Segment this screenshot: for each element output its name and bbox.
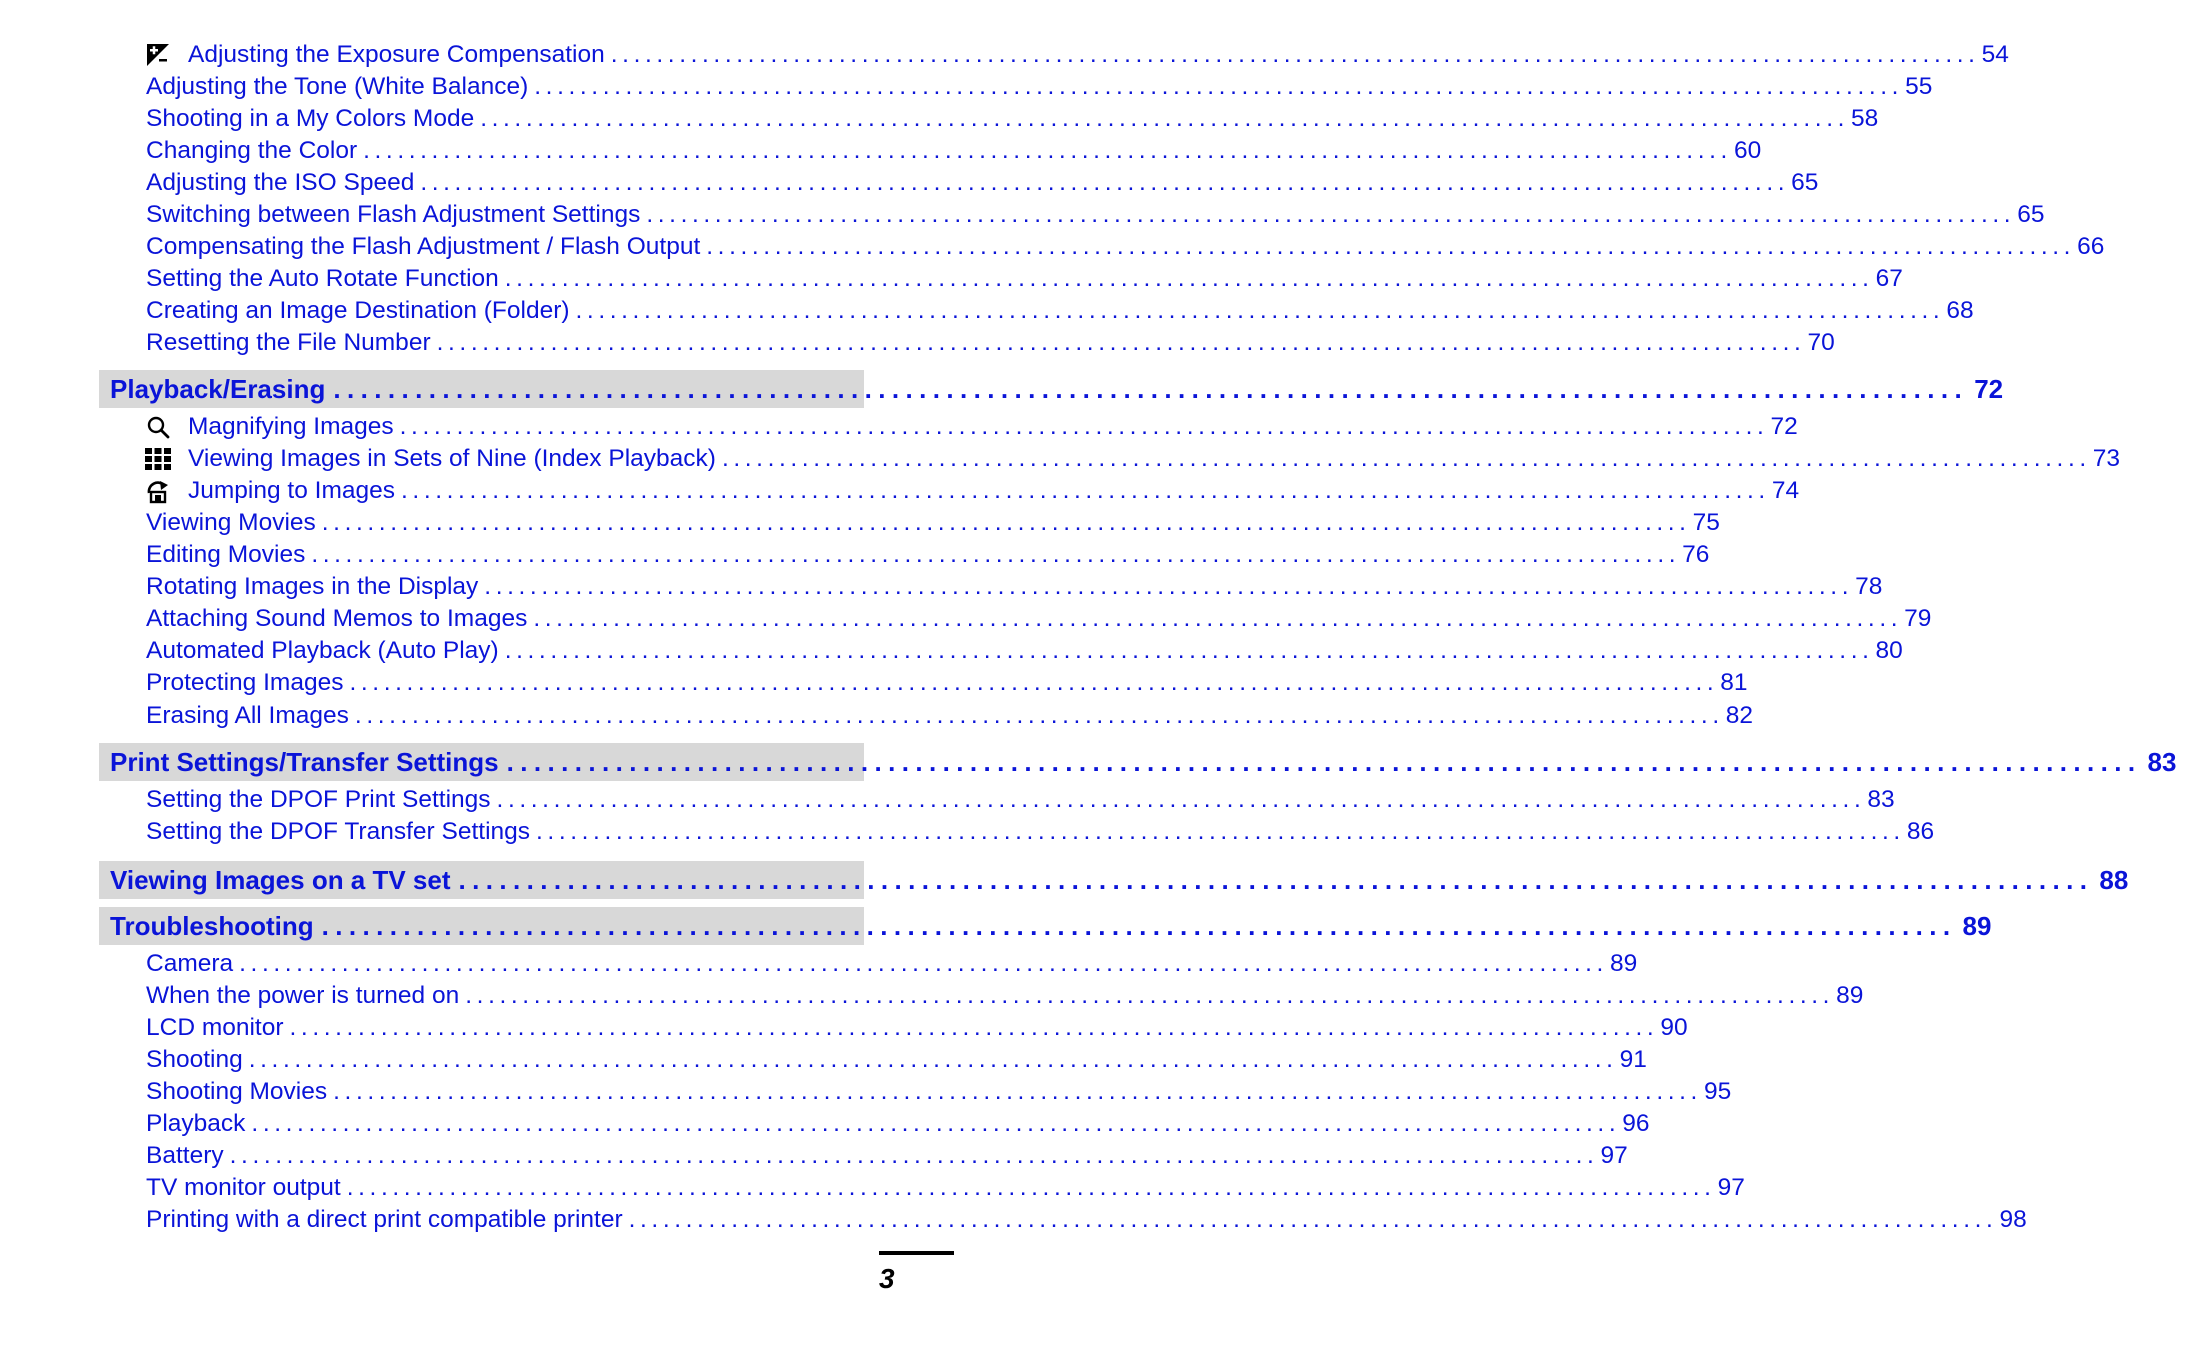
section-title: Troubleshooting bbox=[110, 910, 314, 941]
toc-entry-title: LCD monitor bbox=[146, 1014, 284, 1041]
toc-entry[interactable] bbox=[146, 980, 1864, 1012]
toc-entry[interactable] bbox=[146, 603, 1932, 635]
toc-entry-title: Magnifying Images bbox=[188, 413, 394, 440]
page-number-rule bbox=[879, 1251, 954, 1255]
toc-entry[interactable] bbox=[146, 539, 1710, 571]
toc-entry-title: TV monitor output bbox=[146, 1174, 341, 1201]
toc-entry-page: 65 bbox=[1791, 169, 1819, 196]
dot-leader: ........................................................................................................................ bbox=[628, 1206, 1998, 1233]
dot-leader: ........................................................................................................................ bbox=[251, 1110, 1621, 1137]
toc-entry-title: Editing Movies bbox=[146, 541, 306, 568]
dot-leader: ........................................................................................................................ bbox=[496, 786, 1866, 813]
section-heading-print-transfer-settings[interactable] bbox=[99, 743, 2177, 781]
toc-entry[interactable] bbox=[146, 199, 2045, 231]
section-heading-troubleshooting[interactable] bbox=[99, 907, 1992, 945]
toc-entry[interactable] bbox=[146, 1076, 1732, 1108]
toc-entry-page: 65 bbox=[2017, 201, 2045, 228]
toc-entry-title: Playback bbox=[146, 1110, 246, 1137]
dot-leader: ........................................................................................................................ bbox=[354, 702, 1724, 729]
toc-entry-title: Shooting bbox=[146, 1046, 243, 1073]
dot-leader: ........................................................................................................................ bbox=[346, 1174, 1716, 1201]
toc-entry-page: 96 bbox=[1622, 1110, 1650, 1137]
toc-entry-title: Jumping to Images bbox=[188, 477, 395, 504]
toc-entry-page: 86 bbox=[1906, 818, 1935, 845]
toc-entry-page: 74 bbox=[1771, 477, 1800, 504]
toc-entry-page: 90 bbox=[1660, 1014, 1688, 1041]
toc-entry[interactable] bbox=[146, 1172, 1745, 1204]
section-page: 83 bbox=[2147, 746, 2177, 777]
dot-leader: ........................................................................................................................ bbox=[465, 982, 1835, 1009]
dot-leader: ........................................................................................................................ bbox=[321, 910, 1957, 941]
toc-entry-page: 89 bbox=[1836, 982, 1864, 1009]
dot-leader: ........................................................................................................................ bbox=[333, 373, 1969, 404]
toc-entry-page: 72 bbox=[1770, 413, 1798, 440]
dot-leader: ........................................................................................................................ bbox=[480, 105, 1850, 132]
toc-entry[interactable] bbox=[146, 571, 1883, 603]
section-page: 89 bbox=[1962, 910, 1992, 941]
toc-entry-page: 60 bbox=[1733, 137, 1762, 164]
toc-entry[interactable] bbox=[146, 948, 1638, 980]
section-heading-viewing-on-tv[interactable] bbox=[99, 861, 2129, 899]
dot-leader: ........................................................................................................................ bbox=[506, 746, 2142, 777]
toc-entry-title: Erasing All Images bbox=[146, 702, 349, 729]
toc-entry-title: Protecting Images bbox=[146, 669, 344, 696]
toc-entry-title: Adjusting the ISO Speed bbox=[146, 169, 415, 196]
toc-entry-title: Battery bbox=[146, 1142, 224, 1169]
toc-entry-page: 66 bbox=[2077, 233, 2105, 260]
toc-entry[interactable] bbox=[146, 1044, 1647, 1076]
toc-entry-page: 68 bbox=[1946, 297, 1974, 324]
toc-entry[interactable] bbox=[146, 103, 1879, 135]
dot-leader: ........................................................................................................................ bbox=[401, 477, 1770, 504]
toc-entry[interactable] bbox=[146, 135, 1762, 167]
toc-entry-page: 55 bbox=[1905, 73, 1933, 100]
toc-entry[interactable] bbox=[146, 167, 1819, 199]
section-title: Playback/Erasing bbox=[110, 373, 326, 404]
dot-leader: ........................................................................................................................ bbox=[436, 329, 1806, 356]
toc-entry-page: 81 bbox=[1720, 669, 1748, 696]
toc-entry[interactable] bbox=[146, 295, 1974, 327]
section-title: Viewing Images on a TV set bbox=[110, 864, 451, 895]
toc-entry-page: 97 bbox=[1717, 1174, 1745, 1201]
dot-leader: ........................................................................................................................ bbox=[333, 1078, 1702, 1105]
toc-entry-page: 89 bbox=[1609, 950, 1638, 977]
index-playback-icon bbox=[146, 447, 170, 471]
toc-entry[interactable] bbox=[146, 443, 2121, 475]
toc-entry[interactable] bbox=[146, 231, 2105, 263]
toc-entry-page: 54 bbox=[1981, 41, 2009, 68]
toc-entry-title: Changing the Color bbox=[146, 137, 358, 164]
dot-leader: ........................................................................................................................ bbox=[534, 73, 1904, 100]
section-page: 72 bbox=[1974, 373, 2004, 404]
toc-entry[interactable] bbox=[146, 411, 1798, 443]
magnify-icon bbox=[146, 415, 170, 439]
dot-leader: ........................................................................................................................ bbox=[349, 669, 1719, 696]
toc-entry-page: 73 bbox=[2092, 445, 2121, 472]
dot-leader: ........................................................................................................................ bbox=[458, 864, 2094, 895]
dot-leader: ........................................................................................................................ bbox=[484, 573, 1854, 600]
toc-entry-page: 91 bbox=[1619, 1046, 1647, 1073]
exposure-compensation-icon bbox=[146, 43, 170, 67]
toc-entry[interactable] bbox=[146, 507, 1720, 539]
toc-entry-title: Setting the DPOF Transfer Settings bbox=[146, 818, 531, 845]
toc-entry-title: Viewing Images in Sets of Nine (Index Playback) bbox=[188, 445, 716, 472]
dot-leader: ........................................................................................................................ bbox=[239, 950, 1608, 977]
toc-entry-title: Adjusting the Exposure Compensation bbox=[188, 41, 605, 68]
toc-entry-title: Rotating Images in the Display bbox=[146, 573, 479, 600]
toc-entry-title: Printing with a direct print compatible printer bbox=[146, 1206, 623, 1233]
toc-entry-page: 98 bbox=[1999, 1206, 2027, 1233]
toc-entry[interactable] bbox=[146, 71, 1933, 103]
dot-leader: ........................................................................................................................ bbox=[536, 818, 1905, 845]
dot-leader: ........................................................................................................................ bbox=[363, 137, 1732, 164]
toc-entry-title: Shooting Movies bbox=[146, 1078, 328, 1105]
toc-entry-page: 79 bbox=[1904, 605, 1932, 632]
toc-entry[interactable] bbox=[146, 39, 2009, 71]
toc-entry-title: Resetting the File Number bbox=[146, 329, 431, 356]
toc-entry-page: 75 bbox=[1692, 509, 1720, 536]
toc-entry[interactable] bbox=[146, 1204, 2027, 1236]
toc-entry-page: 76 bbox=[1682, 541, 1710, 568]
toc-entry-title: Viewing Movies bbox=[146, 509, 316, 536]
dot-leader: ........................................................................................................................ bbox=[399, 413, 1769, 440]
toc-entry-title: Shooting in a My Colors Mode bbox=[146, 105, 475, 132]
toc-entry-title: Setting the Auto Rotate Function bbox=[146, 265, 499, 292]
toc-entry[interactable] bbox=[146, 1012, 1688, 1044]
toc-entry-page: 95 bbox=[1703, 1078, 1732, 1105]
toc-entry-title: Switching between Flash Adjustment Settings bbox=[146, 201, 641, 228]
toc-entry[interactable] bbox=[146, 635, 1903, 667]
toc-entry-page: 70 bbox=[1807, 329, 1835, 356]
toc-entry-page: 82 bbox=[1725, 702, 1753, 729]
toc-entry-page: 67 bbox=[1875, 265, 1903, 292]
dot-leader: ........................................................................................................................ bbox=[504, 637, 1874, 664]
toc-entry-title: Setting the DPOF Print Settings bbox=[146, 786, 491, 813]
toc-entry-title: Adjusting the Tone (White Balance) bbox=[146, 73, 529, 100]
toc-entry-page: 97 bbox=[1600, 1142, 1628, 1169]
dot-leader: ........................................................................................................................ bbox=[420, 169, 1790, 196]
section-title: Print Settings/Transfer Settings bbox=[110, 746, 499, 777]
dot-leader: ........................................................................................................................ bbox=[721, 445, 2091, 472]
dot-leader: ........................................................................................................................ bbox=[610, 41, 1980, 68]
toc-entry[interactable] bbox=[146, 1108, 1650, 1140]
dot-leader: ........................................................................................................................ bbox=[575, 297, 1945, 324]
dot-leader: ........................................................................................................................ bbox=[646, 201, 2016, 228]
toc-entry[interactable] bbox=[146, 784, 1895, 816]
page-number: 3 bbox=[879, 1263, 895, 1294]
toc-entry-page: 80 bbox=[1875, 637, 1903, 664]
toc-entry[interactable] bbox=[146, 475, 1800, 507]
dot-leader: ........................................................................................................................ bbox=[229, 1142, 1599, 1169]
toc-entry-page: 83 bbox=[1867, 786, 1895, 813]
toc-entry[interactable] bbox=[146, 667, 1748, 699]
toc-entry[interactable] bbox=[146, 263, 1903, 295]
dot-leader: ........................................................................................................................ bbox=[321, 509, 1691, 536]
toc-entry[interactable] bbox=[146, 327, 1835, 359]
toc-entry[interactable] bbox=[146, 816, 1935, 848]
dot-leader: ........................................................................................................................ bbox=[311, 541, 1681, 568]
toc-entry-title: Creating an Image Destination (Folder) bbox=[146, 297, 570, 324]
dot-leader: ........................................................................................................................ bbox=[533, 605, 1903, 632]
toc-entry-title: Attaching Sound Memos to Images bbox=[146, 605, 528, 632]
dot-leader: ........................................................................................................................ bbox=[289, 1014, 1659, 1041]
toc-entry-title: When the power is turned on bbox=[146, 982, 460, 1009]
dot-leader: ........................................................................................................................ bbox=[504, 265, 1874, 292]
dot-leader: ........................................................................................................................ bbox=[248, 1046, 1618, 1073]
toc-entry-title: Automated Playback (Auto Play) bbox=[146, 637, 499, 664]
toc-entry-title: Compensating the Flash Adjustment / Flash Output bbox=[146, 233, 701, 260]
section-page: 88 bbox=[2099, 864, 2129, 895]
dot-leader: ........................................................................................................................ bbox=[706, 233, 2076, 260]
jump-icon bbox=[146, 479, 170, 503]
toc-entry-page: 78 bbox=[1855, 573, 1883, 600]
toc-entry-page: 58 bbox=[1851, 105, 1879, 132]
toc-entry[interactable] bbox=[146, 700, 1753, 732]
toc-entry-title: Camera bbox=[146, 950, 234, 977]
section-heading-playback-erasing[interactable] bbox=[99, 370, 2004, 408]
toc-entry[interactable] bbox=[146, 1140, 1628, 1172]
